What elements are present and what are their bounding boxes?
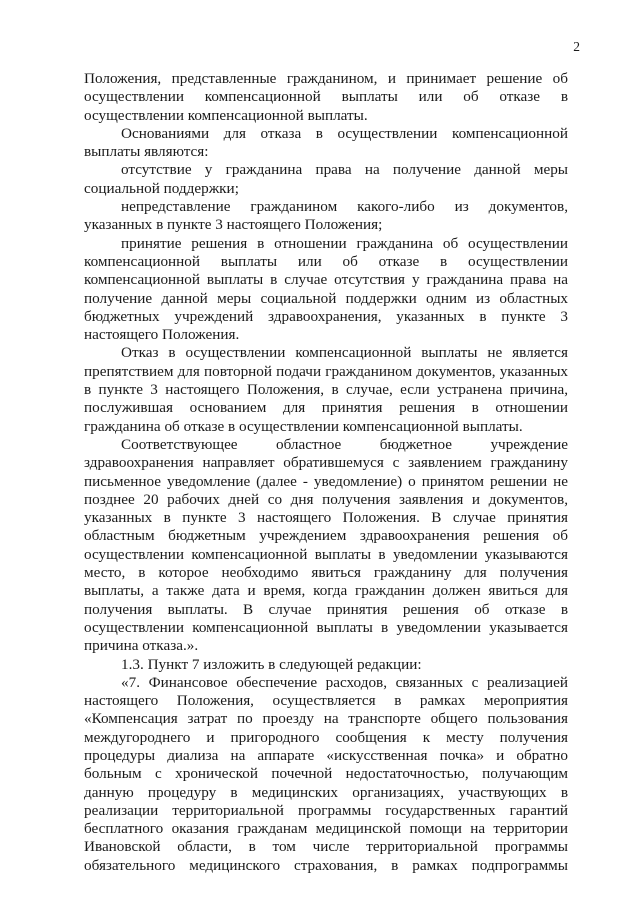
- text-line: «Компенсация затрат по проезду на транспорте общего пользования: [84, 710, 568, 728]
- text-line: областным бюджетным учреждением здравоохранения решения об: [84, 527, 568, 545]
- text-line: в пункте 3 настоящего Положения, в случае, если устранена причина,: [84, 381, 568, 399]
- text-line: выплаты являются:: [84, 143, 209, 161]
- text-line: препятствием для повторной подачи гражданином документов, указанных: [84, 362, 568, 380]
- text-line: место, в которое необходимо явиться гражданину для получения: [84, 564, 568, 582]
- text-line: причина отказа.».: [84, 637, 199, 655]
- text-line: 1.3. Пункт 7 изложить в следующей редакции:: [121, 655, 422, 673]
- text-line: компенсационной выплаты в случае отсутствия у гражданина права на: [84, 271, 568, 289]
- document-body: [84, 70, 568, 875]
- text-line: позднее 20 рабочих дней со дня получения заявления и документов,: [84, 490, 568, 508]
- text-line: получение данной меры социальной поддержки одним из областных: [84, 289, 568, 307]
- text-line: социальной поддержки;: [84, 179, 239, 197]
- text-line: осуществлении компенсационной выплаты в уведомлении указываются: [84, 545, 568, 563]
- text-line: получения выплаты. В случае принятия решения об отказе в: [84, 600, 568, 618]
- text-line: обязательного медицинского страхования, в рамках подпрограммы: [84, 856, 568, 874]
- text-line: компенсационной выплаты или об отказе в осуществлении: [84, 252, 568, 270]
- text-line: настоящего Положения.: [84, 326, 240, 344]
- text-line: принятие решения в отношении гражданина об осуществлении: [121, 234, 568, 252]
- text-line: отсутствие у гражданина права на получение данной меры: [121, 161, 568, 179]
- text-line: гражданина об отказе в осуществлении компенсационной выплаты.: [84, 417, 523, 435]
- text-line: указанных в пункте 3 настоящего Положения. В случае принятия: [84, 509, 568, 527]
- text-line: осуществлении компенсационной выплаты или об отказе в: [84, 88, 568, 106]
- text-line: здравоохранения направляет обратившемуся с заявлением гражданину: [84, 454, 568, 472]
- text-line: Основаниями для отказа в осуществлении компенсационной: [121, 124, 568, 142]
- text-line: процедуры диализа на аппарате «искусственная почка» и обратно: [84, 746, 568, 764]
- text-line: бюджетных учреждений здравоохранения, указанных в пункте 3: [84, 307, 568, 325]
- text-line: послужившая основанием для принятия решения в отношении: [84, 399, 568, 417]
- text-line: междугороднего и пригородного сообщения к месту получения: [84, 728, 568, 746]
- text-line: реализации территориальной программы государственных гарантий: [84, 801, 568, 819]
- text-line: Отказ в осуществлении компенсационной выплаты не является: [121, 344, 568, 362]
- text-line: настоящего Положения, осуществляется в рамках мероприятия: [84, 692, 568, 710]
- text-line: осуществлении компенсационной выплаты.: [84, 106, 368, 124]
- text-line: выплаты, а также дата и время, когда гражданин должен явиться для: [84, 582, 568, 600]
- page-number: 2: [573, 39, 580, 54]
- text-line: больным с хронической почечной недостаточностью, получающим: [84, 765, 568, 783]
- text-line: Положения, представленные гражданином, и принимает решение об: [84, 70, 568, 87]
- text-line: непредставление гражданином какого-либо из документов,: [121, 198, 568, 216]
- text-line: осуществлении компенсационной выплаты в уведомлении указывается: [84, 618, 568, 636]
- text-line: письменное уведомление (далее - уведомление) о принятом решении не: [84, 472, 568, 490]
- text-line: бесплатного оказания гражданам медицинской помощи на территории: [84, 820, 568, 838]
- text-line: «7. Финансовое обеспечение расходов, связанных с реализацией: [121, 673, 568, 691]
- text-line: данную процедуру в медицинских организациях, участвующих в: [84, 783, 568, 801]
- text-line: Ивановской области, в том числе территориальной программы: [84, 838, 568, 856]
- text-line: указанных в пункте 3 настоящего Положения;: [84, 216, 383, 234]
- text-line: Соответствующее областное бюджетное учреждение: [121, 435, 568, 453]
